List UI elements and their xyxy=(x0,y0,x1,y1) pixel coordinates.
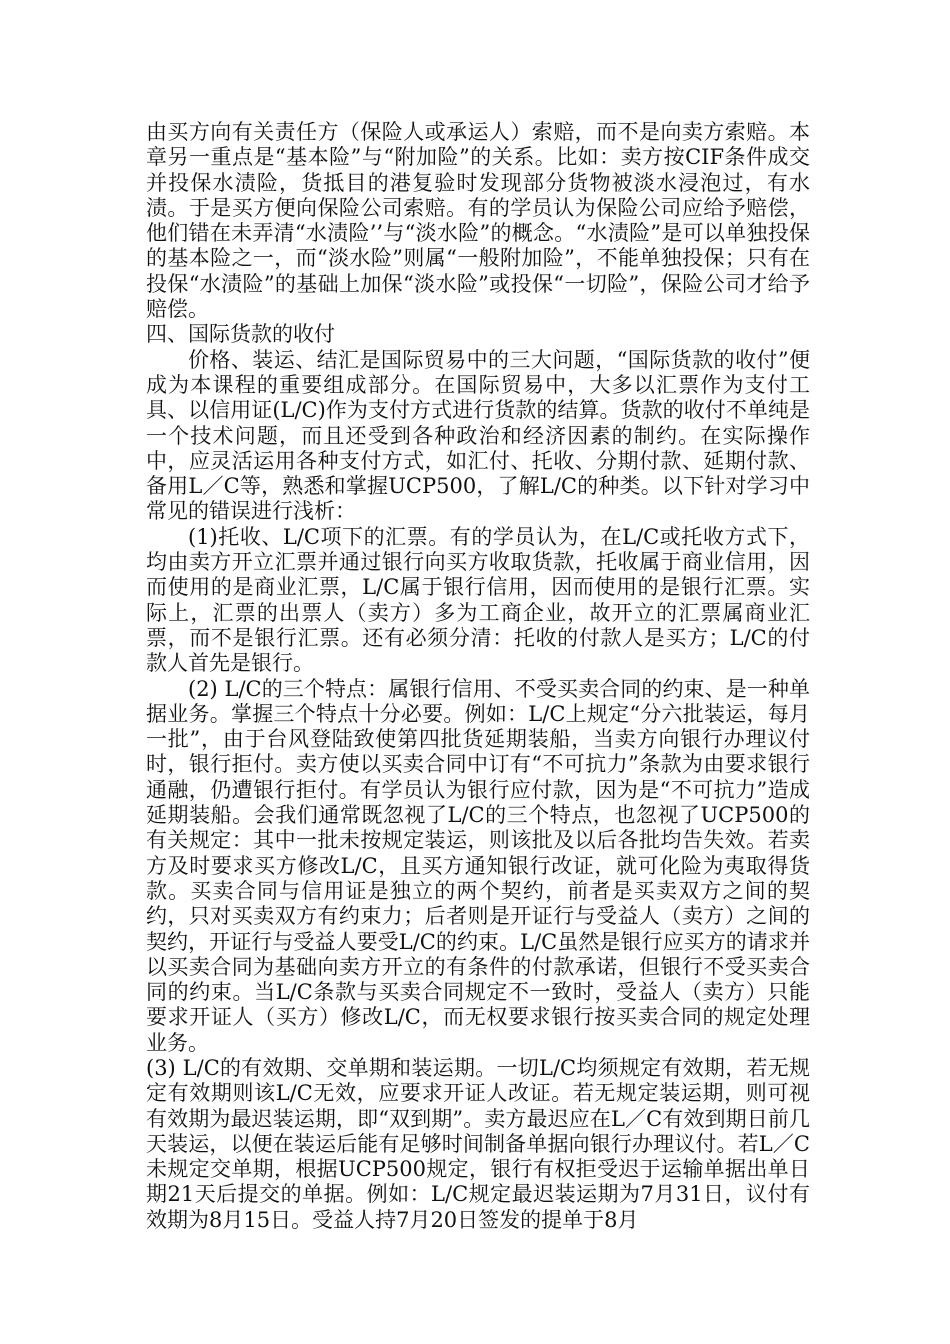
paragraph-lc-validity: (3) L/C的有效期、交单期和装运期。一切L/C均须规定有效期，若无规定有效期则该L/C无效，应要求开证人改证。若无规定装运期，则可视有效期为最迟装运期，即“双到期”。卖方最迟应在L／C有效到期日前几天装运，以便在装运后能有足够时间制备单据向银行办理议付。若L／C未规定交单期，根据UCP500规定，银行有权拒受迟于运输单据出单日期21天后提交的单据。例如：L/C规定最迟装运期为7月31日，议付有效期为8月15日。受益人持7月20日签发的提单于8月 xyxy=(146,1055,810,1232)
section-heading-payment: 四、国际货款的收付 xyxy=(146,322,335,347)
paragraph-lc-features: (2) L/C的三个特点：属银行信用、不受买卖合同的约束、是一种单据业务。掌握三个特点十分必要。例如：L/C上规定“分六批装运，每月一批”，由于台风登陆致使第四批货延期装船，当卖方向银行办理议付时，银行拒付。卖方使以买卖合同中订有“不可抗力”条款为由要求银行通融，仍遭银行拒付。有学员认为银行应付款，因为是“不可抗力”造成延期装船。会我们通常既忽视了L/C的三个特点，也忽视了UCP500的有关规定：其中一批未按规定装运，则该批及以后各批均告失效。若卖方及时要求买方修改L/C，且买方通知银行改证，就可化险为夷取得货款。买卖合同与信用证是独立的两个契约，前者是买卖双方之间的契约，只对买卖双方有约束力；后者则是开证行与受益人（卖方）之间的契约，开证行与受益人要受L/C的约束。L/C虽然是银行应买方的请求并以买卖合同为基础向卖方开立的有条件的付款承诺，但银行不受买卖合同的约束。当L/C条款与买卖合同规定不一致时，受益人（卖方）只能要求开证人（买方）修改L/C，而无权要求银行按买卖合同的规定处理业务。 xyxy=(146,676,810,1055)
document-page xyxy=(146,120,810,1233)
paragraph-payment-intro: 价格、装运、结汇是国际贸易中的三大问题，“国际货款的收付”便成为本课程的重要组成部分。在国际贸易中，大多以汇票作为支付工具、以信用证(L/C)作为支付方式进行货款的结算。货款的收付不单纯是一个技术问题，而且还受到各种政治和经济因素的制约。在实际操作中，应灵活运用各种支付方式，如汇付、托收、分期付款、延期付款、备用L／C等，熟悉和掌握UCP500，了解L/C的种类。以下针对学习中常见的错误进行浅析： xyxy=(146,347,810,524)
paragraph-draft-types: (1)托收、L/C项下的汇票。有的学员认为，在L/C或托收方式下，均由卖方开立汇票并通过银行向买方收取货款，托收属于商业信用，因而使用的是商业汇票，L/C属于银行信用，因而使用的是银行汇票。实际上，汇票的出票人（卖方）多为工商企业，故开立的汇票属商业汇票，而不是银行汇票。还有必须分清：托收的付款人是买方；L/C的付款人首先是银行。 xyxy=(146,524,810,676)
paragraph-insurance-claims: 由买方向有关责任方（保险人或承运人）索赔，而不是向卖方索赔。本章另一重点是“基本险”与“附加险”的关系。比如：卖方按CIF条件成交并投保水渍险，货抵目的港复验时发现部分货物被淡水浸泡过，有水渍。于是买方便向保险公司索赔。有的学员认为保险公司应给予赔偿，他们错在未弄清“水渍险’’与“淡水险”的概念。“水渍险”是可以单独投保的基本险之一，而“淡水险”则属“一般附加险”，不能单独投保；只有在投保“水渍险”的基础上加保“淡水险”或投保“一切险”，保险公司才给予赔偿。 xyxy=(146,120,810,322)
